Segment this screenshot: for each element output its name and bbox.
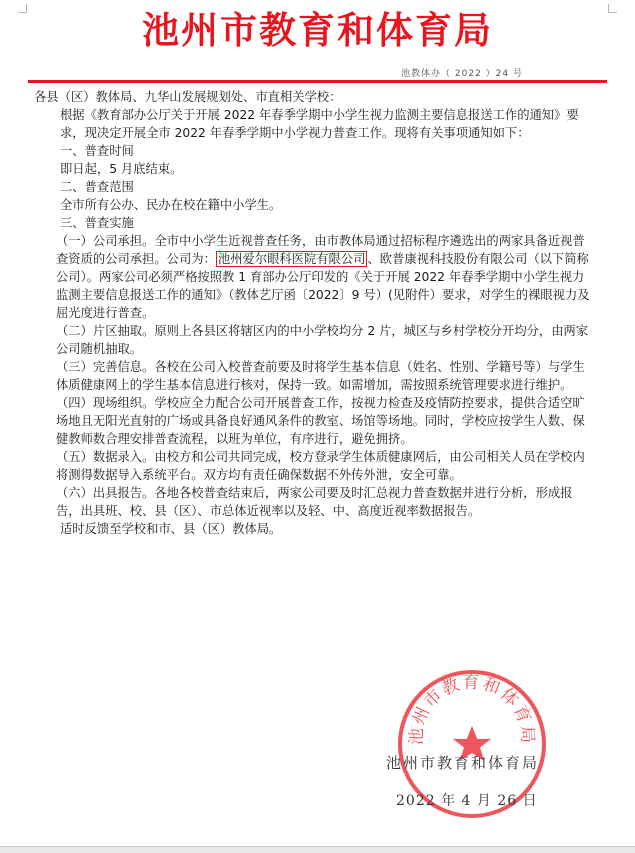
salutation: 各县（区）教体局、九华山发展规划处、市直相关学校： — [34, 90, 342, 104]
document-body — [34, 88, 594, 538]
signature-issuer: 池州市教育和体育局 — [386, 754, 540, 772]
item-paragraph-2: （二）片区抽取。原则上各县区将辖区内的中小学校均分 2 片，城区与乡村学校分开均分，由两家公司随机抽取。 — [56, 324, 589, 356]
page-bottom-edge — [0, 846, 635, 853]
item-paragraph-5: （五）数据录入。由校方和公司共同完成，校方登录学生体质健康网后，由公司相关人员在学校内将测得数据导入系统平台。双方均有责任确保数据不外传外泄，安全可靠。 — [56, 450, 585, 482]
section-text-scope: 全市所有公办、民办在校在籍中小学生。 — [60, 198, 282, 212]
item-1-text-before: （一）公司承担。全市中小学生近视普查任务，由市教体局通过招标程序遴选出的两家具备近视普查资质的公司承担。公司为： — [56, 234, 585, 266]
signature-date: 2022 年 4 月 26 日 — [396, 793, 538, 809]
item-paragraph-7: 适时反馈至学校和市、县（区）教体局。 — [60, 522, 282, 536]
highlighted-company-name: 池州爱尔眼科医院有限公司 — [217, 252, 366, 266]
intro-paragraph: 根据《教育部办公厅关于开展 2022 年春季学期中小学生视力监测主要信息报送工作的通知》要求，现决定开展全市 2022 年春季学期中小学视力普查工作。现将有关事项通知如下： — [60, 108, 579, 140]
header-red-rule — [28, 80, 607, 83]
section-heading-scope: 二、普查范围 — [60, 180, 134, 194]
document-header-title: 池州市教育和体育局 — [142, 8, 493, 52]
item-paragraph-6: （六）出具报告。各地各校普查结束后，两家公司要及时汇总视力普查数据并进行分析，形成报告，出具班、校、县（区）、市总体近视率以及轻、中、高度近视率数据报告。 — [56, 486, 573, 518]
item-paragraph-1 — [34, 232, 594, 322]
section-heading-time: 一、普查时间 — [60, 144, 134, 158]
item-paragraph-3: （三）完善信息。各校在公司入校普查前要及时将学生基本信息（姓名、性别、学籍号等）与学生体质健康网上的学生基本信息进行核对，保持一致。如需增加，需按照系统管理要求进行维护。 — [56, 360, 585, 392]
section-heading-implementation: 三、普查实施 — [60, 216, 134, 230]
item-paragraph-4: （四）现场组织。学校应全力配合公司开展普查工作，按视力检查及疫情防控要求，提供合适空旷场地且无阳光直射的广场或具备良好通风条件的教室、场馆等场地。同时，学校应按学生人数、保健教师数合理安排普查流程，以班为单位，有序进行，避免拥挤。 — [56, 396, 585, 446]
document-number: 池教体办（ 2022 ）24 号 — [401, 69, 523, 79]
seal-text: 池州市教育和体育局 — [406, 673, 538, 746]
section-text-time: 即日起，5 月底结束。 — [60, 162, 183, 176]
item-1-text-after: 、欧普康视科技股份有限公司（以下简称公司）。两家公司必须严格按照教 1 育部办公厅印发的《关于开展 2022 年春季学期中小学生视力监测主要信息报送工作的通知》（教体艺厅函〔2022〕9 号）(见附件）要求，对学生的裸眼视力及屈光度进行普查。 — [56, 252, 590, 320]
